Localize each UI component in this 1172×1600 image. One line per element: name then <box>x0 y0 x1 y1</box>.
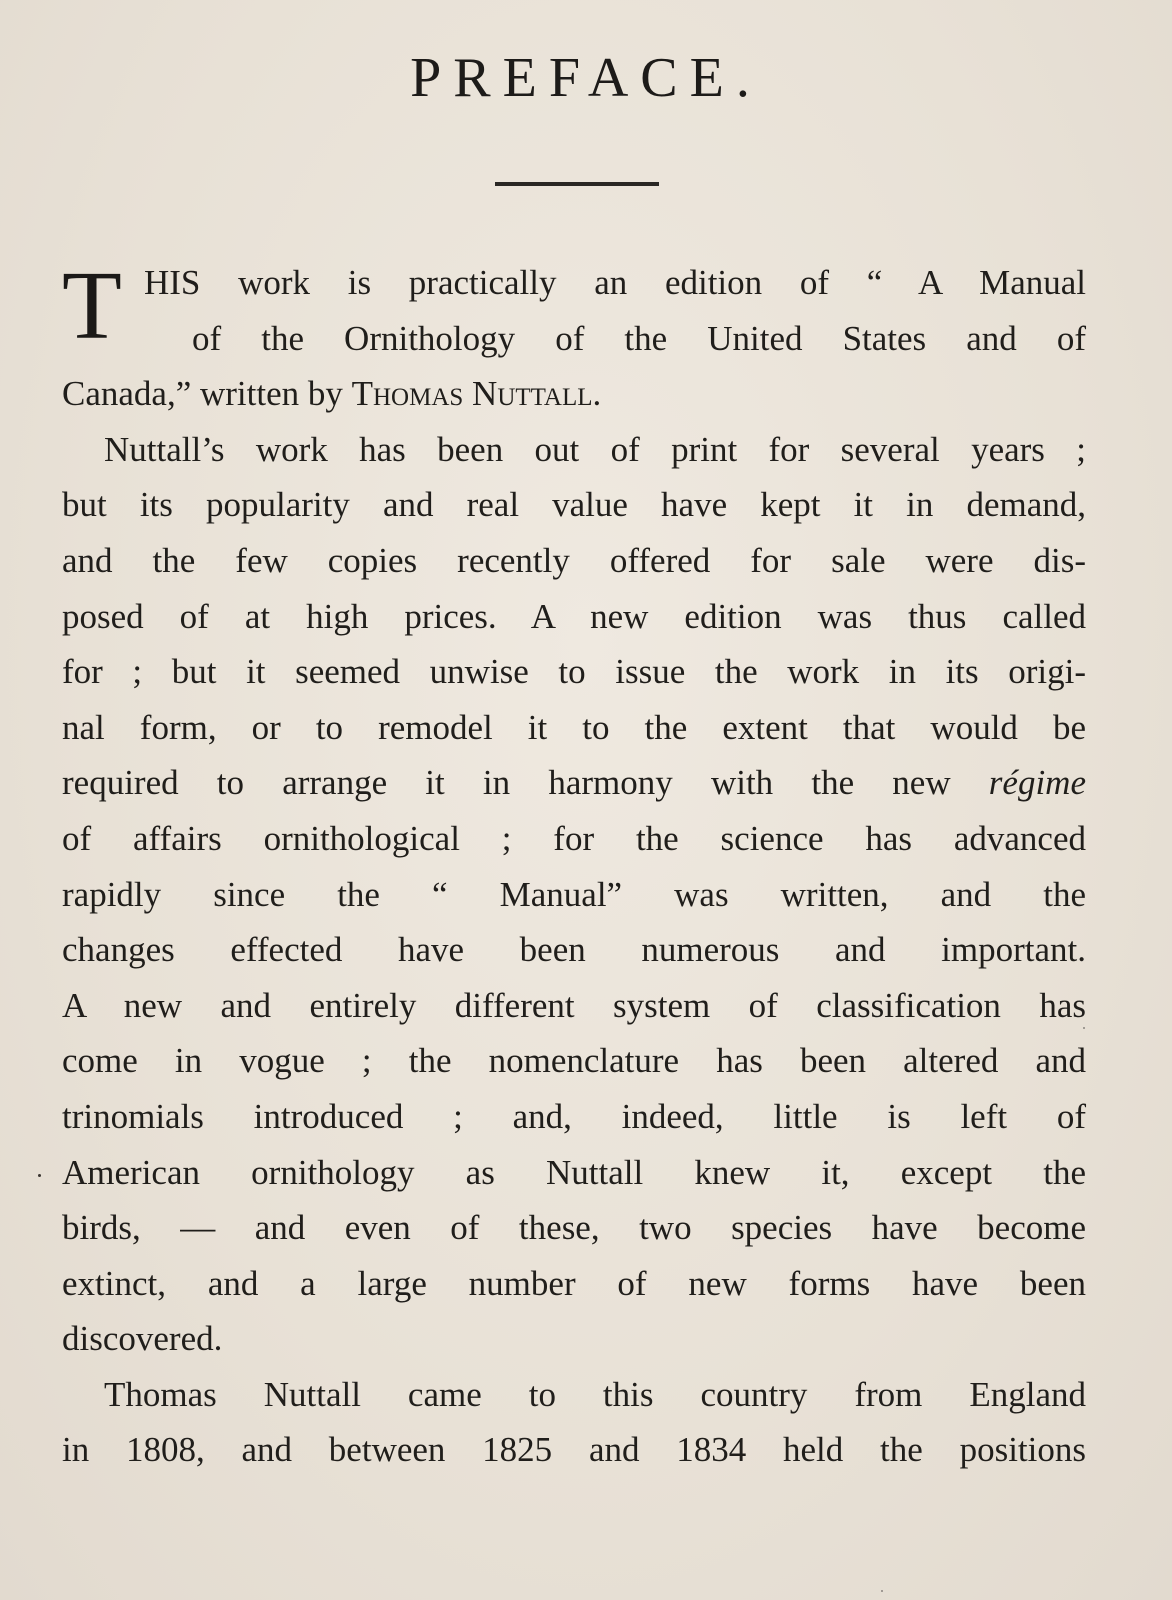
text-line-14: A new and entirely different system of classification has <box>62 985 1086 1025</box>
text-line-18: birds, — and even of these, two species have become <box>62 1208 1086 1248</box>
title-rule <box>495 182 659 186</box>
italic-regime: régime <box>988 763 1086 803</box>
text-line-12: rapidly since the “ Manual” was written, and the <box>62 874 1086 914</box>
text-line-3 <box>62 366 1086 422</box>
text-line-6: and the few copies recently offered for sale were dis- <box>62 540 1086 580</box>
text-line-8: for ; but it seemed unwise to issue the work in its origi- <box>62 652 1086 692</box>
paper-speck <box>38 1174 41 1177</box>
page-title: PREFACE. <box>410 47 762 109</box>
text-line-13: changes effected have been numerous and important. <box>62 930 1086 970</box>
text-line-4: Nuttall’s work has been out of print for several years ; <box>104 429 1086 469</box>
text-line-2: of the Ornithology of the United States and of <box>192 318 1086 358</box>
text-line-10 <box>62 755 1086 811</box>
author-name: Thomas Nuttall. <box>351 374 602 414</box>
text-line-9: nal form, or to remodel it to the extent that would be <box>62 707 1086 747</box>
text-line-16: trinomials introduced ; and, indeed, little is left of <box>62 1096 1086 1136</box>
text-line-3-start: Canada,” written by <box>62 374 343 414</box>
text-line-11: of affairs ornithological ; for the science has advanced <box>62 818 1086 858</box>
text-line-5: but its popularity and real value have kept it in demand, <box>62 485 1086 525</box>
text-line-21: Thomas Nuttall came to this country from England <box>104 1374 1086 1414</box>
paragraph-1 <box>62 252 1086 422</box>
text-line-10-start: required to arrange it in harmony with the new <box>62 763 951 803</box>
paper-speck <box>881 1590 883 1592</box>
text-line-17: American ornithology as Nuttall knew it, except the <box>62 1152 1086 1192</box>
preface-body <box>62 252 1086 1478</box>
text-line-7: posed of at high prices. A new edition was thus called <box>62 596 1086 636</box>
paragraph-3 <box>62 1367 1086 1478</box>
text-line-15: come in vogue ; the nomenclature has been altered and <box>62 1041 1086 1081</box>
paper-speck <box>1083 1027 1085 1029</box>
text-line-20: discovered. <box>62 1319 223 1359</box>
drop-cap: T <box>62 252 122 360</box>
text-line-1: HIS work is practically an edition of “ A Manual <box>144 263 1086 302</box>
text-line-22: in 1808, and between 1825 and 1834 held the positions <box>62 1430 1086 1470</box>
text-line-19: extinct, and a large number of new forms have been <box>62 1263 1086 1303</box>
paragraph-2 <box>62 422 1086 1367</box>
